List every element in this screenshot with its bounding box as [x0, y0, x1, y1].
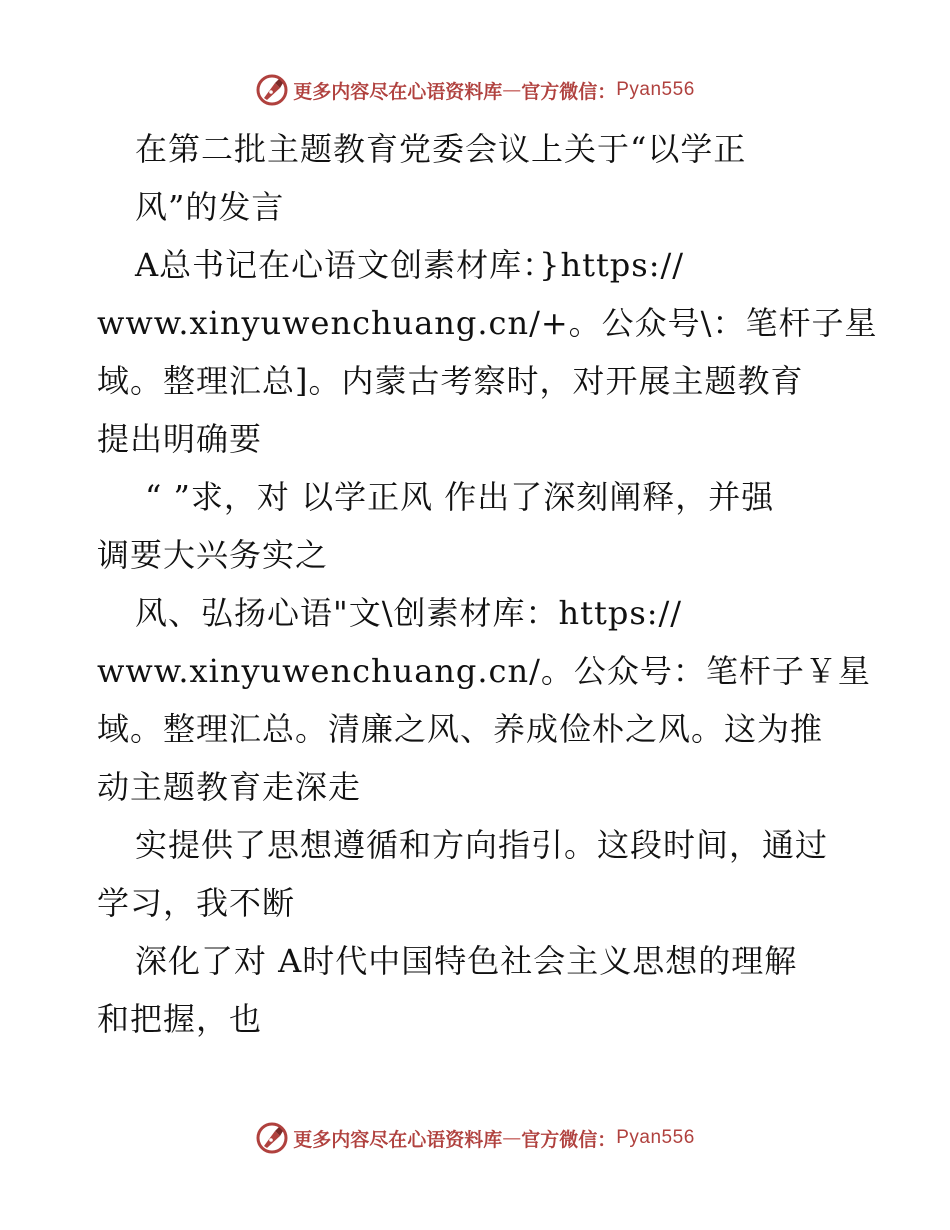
banner-account: Pyan556 [616, 79, 695, 100]
pen-nib-icon [255, 73, 289, 107]
paragraph-line: 动主题教育走深走 [97, 768, 362, 806]
footer-banner [0, 1118, 950, 1158]
paragraph-line: 提出明确要 [97, 420, 263, 458]
paragraph-line: A总书记在心语文创素材库：}https:// [135, 246, 685, 284]
pen-nib-icon [255, 1121, 289, 1155]
title-line-2: 风”的发言 [135, 188, 285, 226]
banner-separator: — [502, 1127, 522, 1149]
paragraph-line: 域。整理汇总]。内蒙古考察时，对开展主题教育 [97, 362, 804, 400]
document-body [97, 120, 878, 1048]
banner-wechat-label: 官方微信： [521, 80, 617, 103]
paragraph-line: www.xinyuwenchuang.cn/。公众号：笔杆子￥星 [97, 652, 871, 690]
paragraph-line: 深化了对 A时代中国特色社会主义思想的理解 [135, 942, 798, 980]
paragraph-line: 域。整理汇总。清廉之风、养成俭朴之风。这为推 [97, 710, 824, 748]
paragraph-line: “ ”求，对 以学正风 作出了深刻阐释，并强 [145, 478, 775, 516]
title-line-1: 在第二批主题教育党委会议上关于“以学正 [135, 130, 747, 168]
paragraph-line: 调要大兴务实之 [97, 536, 329, 574]
paragraph-line: 学习，我不断 [97, 884, 296, 922]
paragraph-line: 和把握，也 [97, 1000, 263, 1038]
paragraph-line: 实提供了思想遵循和方向指引。这段时间，通过 [135, 826, 829, 864]
banner-account: Pyan556 [616, 1127, 695, 1148]
banner-brand: 更多内容尽在心语资料库 [293, 80, 503, 103]
paragraph-line: www.xinyuwenchuang.cn/+。公众号\：笔杆子星 [97, 304, 878, 342]
paragraph-line: 风、弘扬心语"文\创素材库：https:// [135, 594, 683, 632]
header-banner [0, 70, 950, 110]
banner-brand: 更多内容尽在心语资料库 [293, 1128, 503, 1151]
banner-wechat-label: 官方微信： [521, 1128, 617, 1151]
banner-separator: — [502, 79, 522, 101]
